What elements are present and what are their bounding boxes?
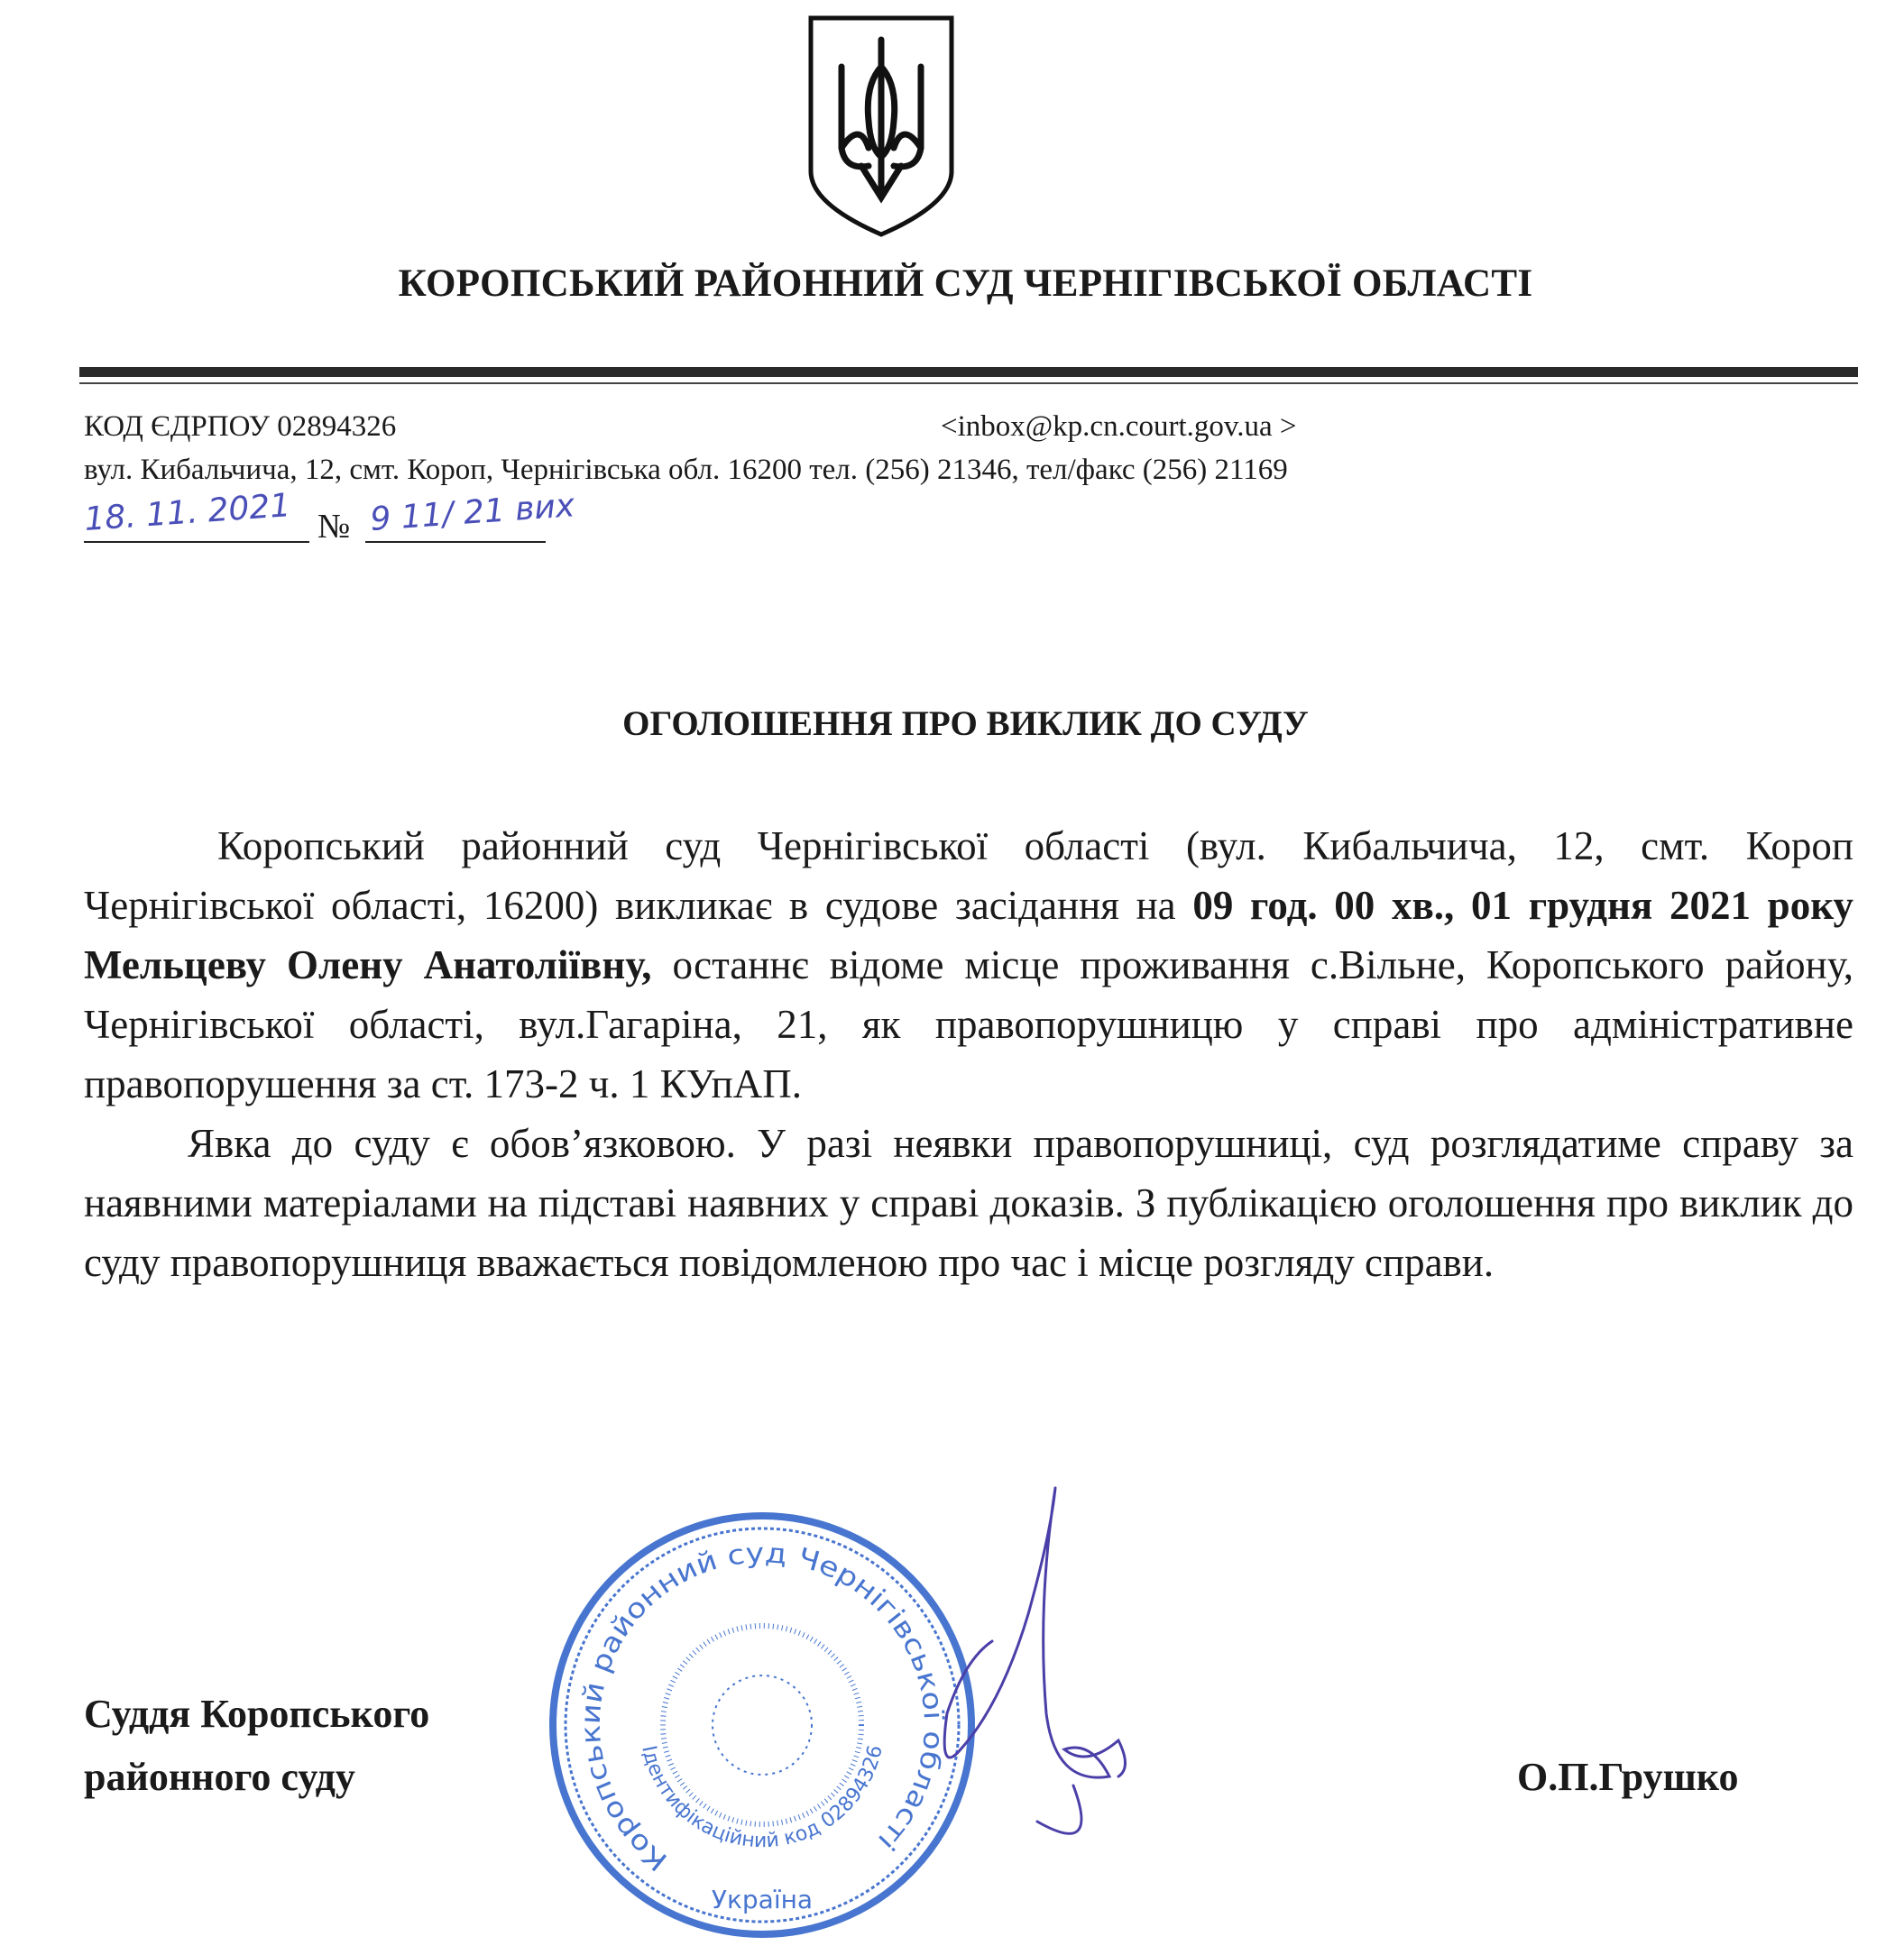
document-body <box>84 816 1853 1292</box>
number-sign: № <box>317 508 351 546</box>
judge-signature <box>938 1479 1173 1876</box>
judge-title-line2: районного суду <box>84 1755 355 1799</box>
handwritten-date: 18. 11. 2021 <box>83 487 292 538</box>
attendance-paragraph: Явка до суду є обов’язковою. У разі неявки правопорушниці, суд розглядатиме справу за наявними матеріалами на підставі наявних у справі доказів. З публікацією оголошення про виклик до суду правопорушниця вважається повідомленою про час і місце розгляду справи. <box>84 1121 1853 1285</box>
judge-title <box>84 1683 429 1809</box>
court-name-title: КОРОПСЬКИЙ РАЙОННИЙ СУД ЧЕРНІГІВСЬКОЇ ОБЛАСТІ <box>398 262 1533 305</box>
coat-of-arms-emblem <box>805 13 957 240</box>
p1-text-start: Коропський районний суд Чернігівської області (вул. Кибальчича, 12, смт. Короп Чернігівської області, 16200) викликає в судове засідання на <box>84 823 1853 928</box>
header-rule-thin <box>79 382 1858 384</box>
header-rule-thick <box>79 367 1858 377</box>
judge-title-line1: Суддя Коропського <box>84 1692 430 1736</box>
svg-text:Коропський районний суд Черніг <box>575 1538 949 1877</box>
p1-text-end: останнє відоме місце проживання с.Вільне, Коропського району, Чернігівської області, вул.Гагаріна, 21, як правопорушницю у справі про адміністративне правопорушення за ст. 173-2 ч. 1 КУпАП. <box>84 942 1853 1106</box>
email-address: <inbox@kp.cn.court.gov.ua > <box>941 410 1297 443</box>
judge-name: О.П.Грушко <box>1517 1755 1739 1799</box>
document-heading: ОГОЛОШЕННЯ ПРО ВИКЛИК ДО СУДУ <box>622 704 1309 743</box>
handwritten-outgoing-number: 9 11/ 21 вих <box>369 487 576 538</box>
edrpou-code: КОД ЄДРПОУ 02894326 <box>84 410 397 443</box>
court-address-phone: вул. Кибальчича, 12, смт. Короп, Чернігівська обл. 16200 тел. (256) 21346, тел/факс (256) 21169 <box>84 454 1288 486</box>
date-underline <box>84 541 309 543</box>
number-underline <box>365 541 546 543</box>
summons-paragraph <box>84 816 1853 1114</box>
stamp-bottom-text: Україна <box>711 1885 814 1914</box>
court-seal-stamp <box>541 1504 983 1946</box>
stamp-outer-text: Коропський районний суд Чернігівської області <box>575 1538 950 1877</box>
p1-hearing-time-and-name: 09 год. 00 хв., 01 грудня 2021 року Мельцеву Олену Анатоліївну, <box>84 883 1853 987</box>
stamp-inner-text: Ідентифікаційний код 02894326 <box>637 1743 888 1853</box>
svg-text:Ідентифікаційний код 02894326 <box>637 1743 888 1852</box>
